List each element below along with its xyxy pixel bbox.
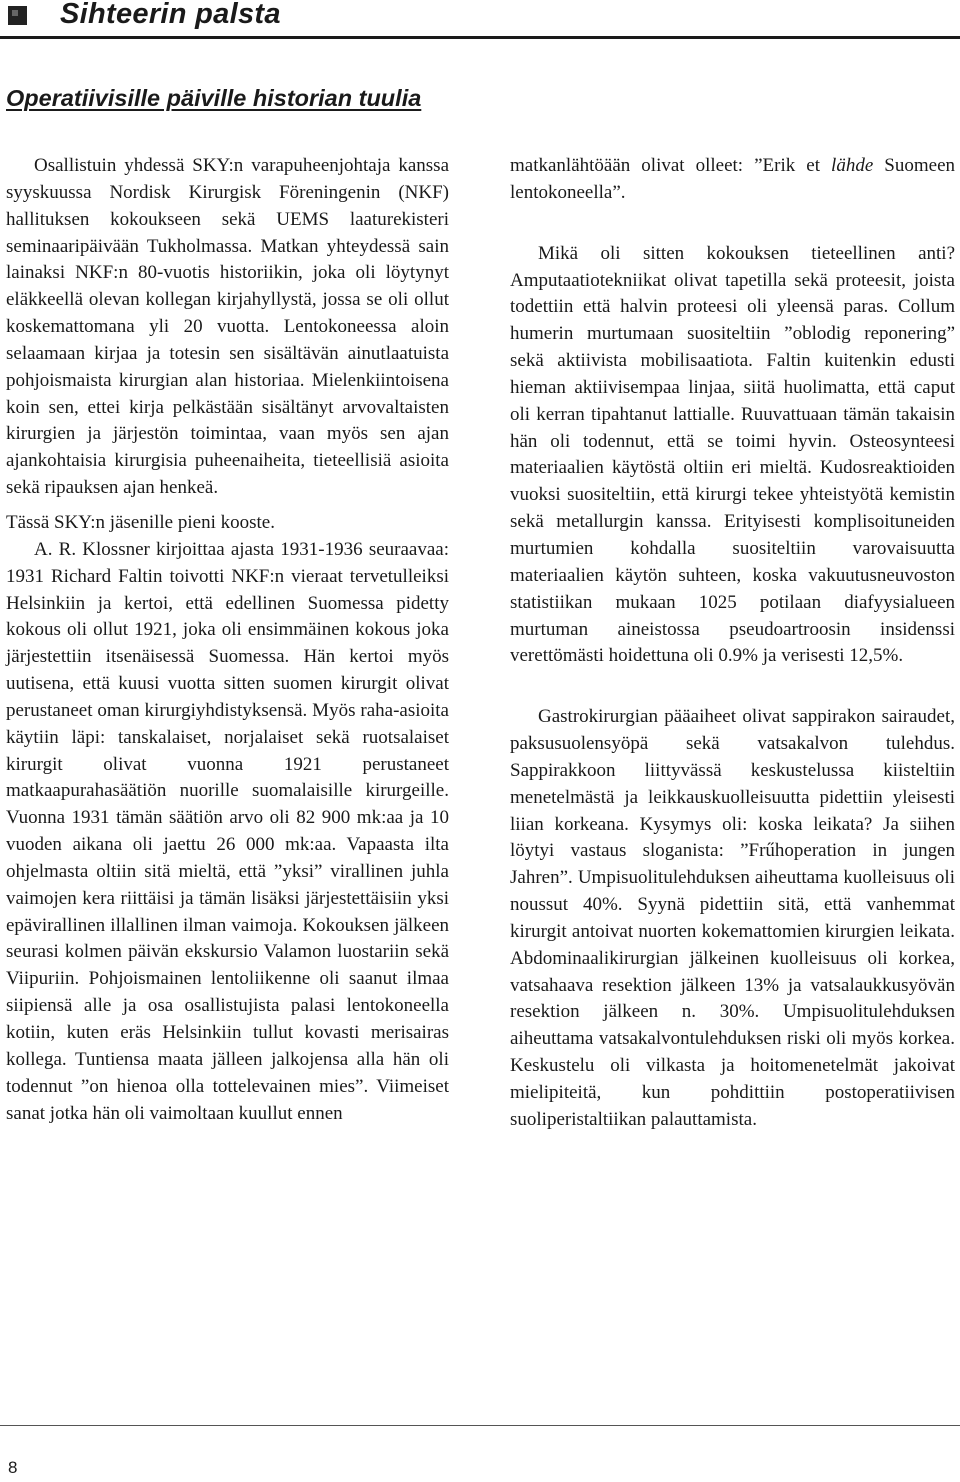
- paragraph: Mikä oli sitten kokouksen tieteellinen anti? Amputaatiotekniikat olivat tapetilla sekä proteesit, joista todettiin että halvin proteesi oli yleensä paras. Collum humerin murtumaan suositeltiin ”oblodig reponering” sekä aktiivista mobilisaatiota. Faltin kuitenkin edusti hieman aktiivisempaa linjaa, siitä huolimatta, että caput oli kerran tipahtanut lattialle. Ruuvattuaan tämän takaisin hän oli todennut, että se toimi hyvin. Osteosynteesi materiaalien käytöstä oltiin eri mieltä. Kudosreaktioiden vuoksi suositeltiin, että kirurgi tekee yhteistyötä kemistin sekä metallurgin kanssa. Erityisesti komplisoituneiden murtumien kohdalla suositeltiin varovaisuutta materiaalien käytön suhteen, koska vakuutusneuvoston statistiikan mukaan 1025 potilaan diafyysialueen murtuman aineistossa pseudoartroosin insidenssi verettömästi hoidettuna oli 0.9% ja verisesti 12,5%.: [510, 242, 955, 667]
- header-divider: [0, 36, 960, 39]
- paragraph: A. R. Klossner kirjoittaa ajasta 1931-1936 seuraavaa: 1931 Richard Faltin toivotti NKF:n vieraat tervetulleiksi Helsinkiin ja kertoi, että edellinen Suomessa pidetty kokous oli ollut 1921, joka oli ensimmäinen kokous joka järjestettiin itsenäisessä Suomessa. Hän kertoi myös uutisena, että kuusi vuotta sitten suomen kirurgit olivat perustaneet oman kirurgiyhdistyksensä. Myös raha-asioita käytiin läpi: tanskalaiset, norjalaiset sekä ruotsalaiset kirurgit olivat vuonna 1921 perustaneet matkaapurahasäätiön nuorille suomalaisille kirurgeille. Vuonna 1931 tämän säätiön arvo oli 82 900 mk:aa ja 10 vuoden aikana oli jaettu 26 000 mk:aa. Vapaasta ilta ohjelmasta oltiin sitä mieltä, että ”yksi” virallinen juhla vaimojen kera riittäisi ja tämän lisäksi järjestettäisiin yksi epävirallinen illallinen ilman vaimoja. Kokouksen jälkeen seurasi kolmen päivän ekskursio Valamon luostariin sekä Viipuriin. Pohjoismainen lentoliikenne oli saanut ilmaa siipiensä alle ja osa osallistujista palasi lentokoneella kotiin, kuten eräs Helsinkiin tullut kovasti merisairas kollega. Tuntiensa maata jälleen jalkojensa alla hän oli todennut ”on hienoa olla tottelevainen mies”. Viimeiset sanat jotka hän oli vaimoltaan kuullut ennen: [6, 538, 449, 1124]
- text-run: Suomeen lentokoneella”.: [510, 155, 956, 203]
- section-title: Sihteerin palsta: [60, 0, 281, 30]
- page-header: [0, 0, 960, 40]
- left-column: [6, 153, 449, 1127]
- paragraph: Gastrokirurgian pääaiheet olivat sappirakon sairaudet, paksusuolensyöpä sekä vatsakalvon tulehdus. Sappirakkoon liittyvässä keskustelussa kiisteltiin menetelmästä ja leikkauskuolleisuutta pidettiin yleisesti liian korkeana. Kysymys oli: koska leikata? Ja siihen löytyi vastaus sloganista: ”Frűhoperation in jungen Jahren”. Umpisuolitulehduksen aiheuttama kuolleisuus oli noussut 40%. Syynä pidettiin sitä, että vanhemmat kirurgit antoivat nuorten kokemattomien kirurgien leikata. Abdominaalikirurgian jälkeinen kuolleisuus oli korkea, vatsahaava resektion jälkeen 13% ja vatsalaukkusyövän resektion jälkeen n. 30%. Umpisuolitulehduksen aiheuttama vatsakalvontulehduksen riski oli myös korkea. Keskustelu oli vilkasta ja hoitomenetelmät jakoivat mielipiteitä, kun pohdittiin postoperatiivisen suoliperistaltiikan palauttamista.: [510, 706, 955, 1130]
- emphasis-text: lähde: [831, 155, 874, 176]
- paragraph: Osallistuin yhdessä SKY:n varapuheenjohtaja kanssa syyskuussa Nordisk Kirurgisk Föreningenin (NKF) hallituksen kokoukseen sekä UEMS laaturekisteri seminaaripäivään Tukholmassa. Matkan yhteydessä sain lainaksi NKF:n 80-vuotis historiikin, joka oli löytynyt eläkkeellä olevan kollegan kirjahyllystä, jossa se oli ollut koskemattomana yli 20 vuotta. Lentokoneessa aloin selaamaan kirjaa ja totesin sen sisältävän ainutlaatuista pohjoismaista kirurgian alan historiaa. Mielenkiintoisena koin sen, ettei kirja pelkästään sisältänyt arvovaltaisten kirurgien ja järjestön toimintaa, vaan myös sen ajan ajankohtaisia kirurgisia puheenaiheita, tieteellisiä asioita sekä ripauksen ajan henkeä.: [6, 155, 449, 499]
- text-run: matkanlähtöään olivat olleet: ”Erik et: [510, 155, 832, 176]
- paragraph: [510, 153, 955, 207]
- article-title: Operatiivisille päiville historian tuulia: [6, 85, 422, 111]
- right-column: [510, 153, 955, 1134]
- page-number: 8: [8, 1458, 18, 1477]
- square-bullet-icon: [8, 6, 27, 25]
- paragraph-spacer: [510, 670, 955, 704]
- paragraph-spacer: [510, 207, 955, 241]
- paragraph-spacer: [6, 502, 449, 510]
- footer-divider: [0, 1425, 960, 1426]
- paragraph: Tässä SKY:n jäsenille pieni kooste.: [6, 511, 275, 533]
